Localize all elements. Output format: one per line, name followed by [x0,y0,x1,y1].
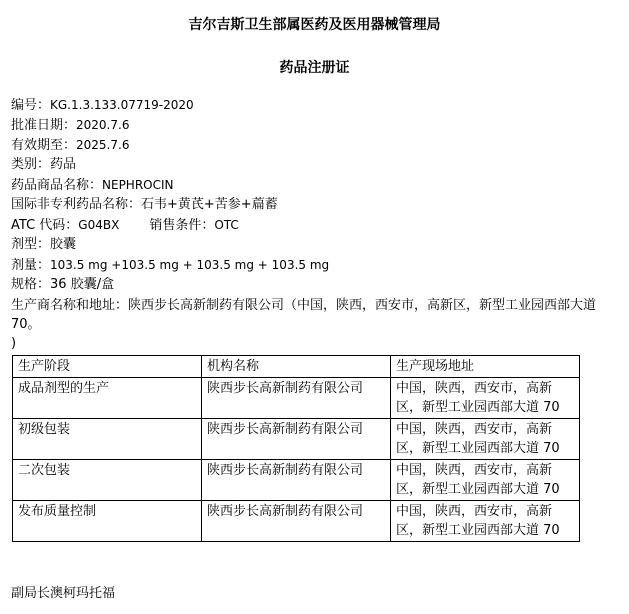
cell-site-address: 中国，陕西，西安市，高新区，新型工业园西部大道 70 [391,460,580,501]
cell-stage: 成品剂型的生产 [13,378,202,419]
field-dose [11,256,329,275]
table-row [13,419,580,460]
cell-site-address: 中国，陕西，西安市，高新区，新型工业园西部大道 70 [391,501,580,542]
field-dose-label: 剂量： [11,258,51,273]
field-number-value: KG.1.3.133.07719-2020 [50,98,194,112]
field-atc-label: ATC 代码： [11,218,79,233]
field-inn-value: 石韦+黄芪+苦参+萹蓄 [141,197,278,212]
field-number-label: 编号： [11,98,51,113]
cell-stage: 初级包装 [13,419,202,460]
table-header-row [13,356,580,378]
field-manufacturer [11,296,623,353]
field-sale-label: 销售条件： [149,218,215,233]
cell-site-address: 中国，陕西，西安市，高新区，新型工业园西部大道 70 [391,419,580,460]
cell-organization: 陕西步长高新制药有限公司 [202,419,391,460]
field-trade-name-value: NEPHROCIN [102,178,174,192]
field-category-label: 类别： [11,157,51,172]
issuing-authority: 吉尔吉斯卫生部属医药及医用器械管理局 [188,17,441,33]
production-sites-table [12,355,580,542]
document-title: 药品注册证 [279,60,350,76]
field-form-label: 剂型： [11,237,51,252]
field-trade-name [11,176,174,195]
cell-organization: 陕西步长高新制药有限公司 [202,501,391,542]
field-spec [11,276,114,294]
field-inn-label: 国际非专利药品名称： [11,197,142,212]
signatory: 副局长澳柯玛托福 [11,586,116,601]
field-form-value: 胶囊 [50,237,77,252]
field-category-value: 药品 [50,157,77,172]
field-approval-date [11,116,129,135]
field-valid-value: 2025.7.6 [76,138,130,152]
field-atc-value: G04BX [78,218,120,232]
field-category [11,156,76,174]
field-spec-value: 36 胶囊/盒 [50,277,115,292]
field-inn [11,196,278,214]
field-manufacturer-close: ) [11,336,17,351]
field-trade-name-label: 药品商品名称： [11,178,103,193]
cell-stage: 发布质量控制 [13,501,202,542]
header-organization: 机构名称 [202,356,391,378]
field-sale-value: OTC [214,218,239,232]
field-valid-label: 有效期至： [11,138,77,153]
field-approval-value: 2020.7.6 [76,118,130,132]
table-row [13,460,580,501]
cell-stage: 二次包装 [13,460,202,501]
table-row [13,501,580,542]
field-manufacturer-label: 生产商名称和地址： [11,298,129,313]
field-spec-label: 规格： [11,277,51,292]
cell-organization: 陕西步长高新制药有限公司 [202,460,391,501]
field-manufacturer-value: 陕西步长高新制药有限公司（中国，陕西，西安市，高新区，新型工业园西部大道 70。 [11,298,597,332]
field-valid-until [11,136,129,155]
field-dose-value: 103.5 mg +103.5 mg + 103.5 mg + 103.5 mg [50,258,330,272]
table-row [13,378,580,419]
header-site-address: 生产现场地址 [391,356,580,378]
field-number [11,96,194,115]
field-approval-label: 批准日期： [11,118,77,133]
field-dosage-form [11,236,76,254]
header-stage: 生产阶段 [13,356,202,378]
field-atc-sale [11,216,239,235]
cell-site-address: 中国，陕西，西安市，高新区，新型工业园西部大道 70 [391,378,580,419]
cell-organization: 陕西步长高新制药有限公司 [202,378,391,419]
